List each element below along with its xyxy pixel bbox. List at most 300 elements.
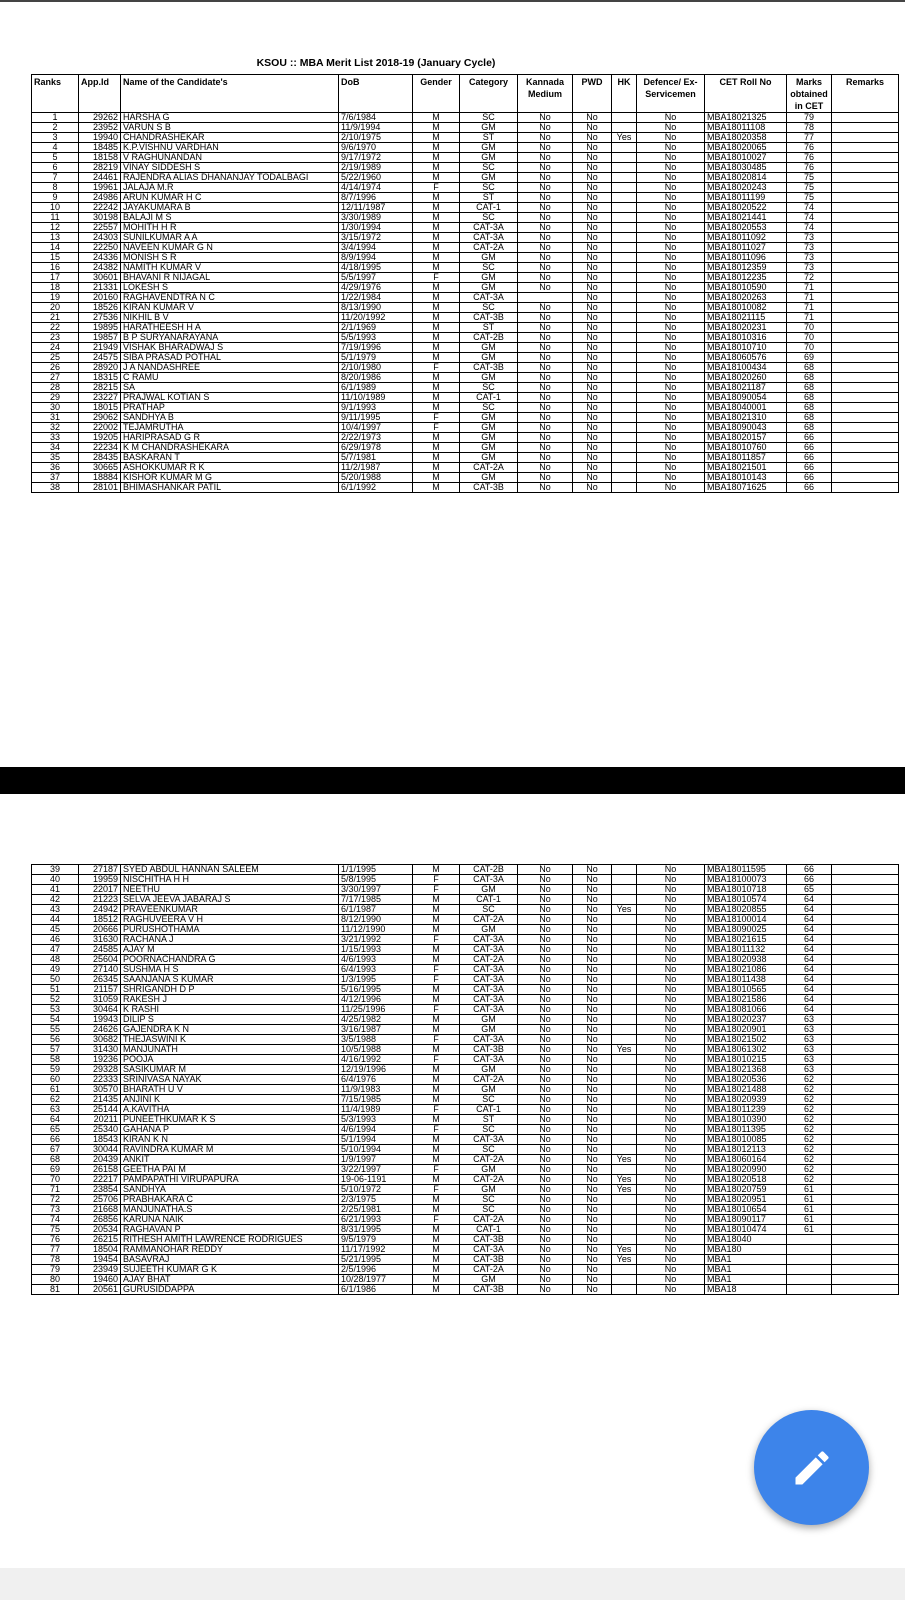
- cell-kannada-medium: No: [518, 1045, 573, 1055]
- cell-gender: M: [413, 213, 460, 223]
- cell-cet-roll: MBA18011132: [705, 945, 787, 955]
- cell-defence: No: [637, 303, 705, 313]
- cell-category: CAT-3A: [460, 935, 518, 945]
- cell-marks: 74: [787, 223, 832, 233]
- cell-cet-roll: MBA18020814: [705, 173, 787, 183]
- cell-name: SIBA PRASAD POTHAL: [121, 353, 339, 363]
- cell-cet-roll: MBA18020518: [705, 1175, 787, 1185]
- cell-dob: 9/6/1970: [339, 143, 413, 153]
- cell-hk: [612, 1135, 637, 1145]
- cell-pwd: No: [573, 203, 612, 213]
- cell-category: ST: [460, 1115, 518, 1125]
- cell-kannada-medium: No: [518, 1025, 573, 1035]
- cell-rank: 77: [32, 1245, 79, 1255]
- cell-remarks: [832, 1115, 899, 1125]
- cell-pwd: No: [573, 1135, 612, 1145]
- cell-defence: No: [637, 1015, 705, 1025]
- cell-defence: No: [637, 413, 705, 423]
- cell-cet-roll: MBA18012235: [705, 273, 787, 283]
- cell-kannada-medium: No: [518, 1085, 573, 1095]
- cell-dob: 1/15/1993: [339, 945, 413, 955]
- cell-rank: 26: [32, 363, 79, 373]
- cell-app-id: 30570: [79, 1085, 121, 1095]
- cell-gender: M: [413, 143, 460, 153]
- cell-hk: [612, 1125, 637, 1135]
- cell-rank: 59: [32, 1065, 79, 1075]
- cell-defence: No: [637, 1095, 705, 1105]
- cell-pwd: No: [573, 975, 612, 985]
- cell-remarks: [832, 353, 899, 363]
- cell-app-id: 22217: [79, 1175, 121, 1185]
- cell-cet-roll: MBA18011108: [705, 123, 787, 133]
- cell-category: CAT-1: [460, 895, 518, 905]
- cell-category: GM: [460, 353, 518, 363]
- table-row: [32, 975, 899, 985]
- cell-marks: 71: [787, 293, 832, 303]
- cell-name: KARUNA NAIK: [121, 1215, 339, 1225]
- cell-remarks: [832, 935, 899, 945]
- cell-gender: F: [413, 413, 460, 423]
- cell-dob: 11/25/1996: [339, 1005, 413, 1015]
- cell-rank: 81: [32, 1285, 79, 1295]
- cell-cet-roll: MBA18011395: [705, 1125, 787, 1135]
- cell-hk: [612, 1105, 637, 1115]
- cell-rank: 64: [32, 1115, 79, 1125]
- cell-kannada-medium: No: [518, 413, 573, 423]
- cell-rank: 39: [32, 865, 79, 875]
- cell-pwd: No: [573, 905, 612, 915]
- cell-rank: 50: [32, 975, 79, 985]
- cell-hk: [612, 413, 637, 423]
- cell-dob: 5/1/1979: [339, 353, 413, 363]
- cell-category: CAT-3A: [460, 1035, 518, 1045]
- cell-dob: 2/3/1975: [339, 1195, 413, 1205]
- table-row: [32, 1165, 899, 1175]
- cell-rank: 44: [32, 915, 79, 925]
- cell-gender: M: [413, 905, 460, 915]
- cell-name: ASHOKKUMAR R K: [121, 463, 339, 473]
- cell-dob: 5/3/1993: [339, 1115, 413, 1125]
- header-cet-roll: CET Roll No: [705, 75, 787, 113]
- header-category: Category: [460, 75, 518, 113]
- cell-dob: 7/17/1985: [339, 895, 413, 905]
- cell-cet-roll: MBA1: [705, 1275, 787, 1285]
- cell-rank: 65: [32, 1125, 79, 1135]
- cell-defence: No: [637, 483, 705, 493]
- cell-dob: 1/3/1995: [339, 975, 413, 985]
- cell-dob: 9/1/1993: [339, 403, 413, 413]
- header-hk: HK: [612, 75, 637, 113]
- table-row: [32, 1125, 899, 1135]
- cell-gender: F: [413, 1185, 460, 1195]
- cell-marks: 62: [787, 1155, 832, 1165]
- cell-app-id: 21668: [79, 1205, 121, 1215]
- cell-hk: [612, 273, 637, 283]
- cell-app-id: 24336: [79, 253, 121, 263]
- cell-cet-roll: MBA18020938: [705, 955, 787, 965]
- cell-remarks: [832, 1095, 899, 1105]
- cell-category: SC: [460, 403, 518, 413]
- cell-name: JALAJA M.R: [121, 183, 339, 193]
- cell-defence: No: [637, 935, 705, 945]
- cell-gender: M: [413, 1155, 460, 1165]
- cell-kannada-medium: No: [518, 303, 573, 313]
- cell-pwd: No: [573, 323, 612, 333]
- cell-defence: No: [637, 393, 705, 403]
- cell-category: CAT-3A: [460, 875, 518, 885]
- cell-app-id: 27187: [79, 865, 121, 875]
- cell-cet-roll: MBA18020263: [705, 293, 787, 303]
- cell-marks: 62: [787, 1095, 832, 1105]
- cell-pwd: No: [573, 283, 612, 293]
- cell-cet-roll: MBA18010590: [705, 283, 787, 293]
- cell-hk: [612, 1035, 637, 1045]
- cell-remarks: [832, 143, 899, 153]
- table-row: [32, 273, 899, 283]
- table-row: [32, 443, 899, 453]
- cell-pwd: No: [573, 1085, 612, 1095]
- cell-marks: 64: [787, 925, 832, 935]
- cell-app-id: 18504: [79, 1245, 121, 1255]
- cell-defence: No: [637, 1065, 705, 1075]
- cell-dob: 11/20/1992: [339, 313, 413, 323]
- cell-rank: 24: [32, 343, 79, 353]
- cell-rank: 76: [32, 1235, 79, 1245]
- cell-kannada-medium: No: [518, 945, 573, 955]
- cell-defence: No: [637, 443, 705, 453]
- table-row: [32, 283, 899, 293]
- cell-cet-roll: MBA18020157: [705, 433, 787, 443]
- cell-cet-roll: MBA18012359: [705, 263, 787, 273]
- cell-cet-roll: MBA18010474: [705, 1225, 787, 1235]
- cell-pwd: No: [573, 1265, 612, 1275]
- cell-pwd: No: [573, 885, 612, 895]
- cell-marks: 61: [787, 1225, 832, 1235]
- cell-cet-roll: MBA18020522: [705, 203, 787, 213]
- cell-name: B P SURYANARAYANA: [121, 333, 339, 343]
- cell-name: MANJUNATHA.S: [121, 1205, 339, 1215]
- cell-category: CAT-3A: [460, 1135, 518, 1145]
- cell-name: MANJUNATH: [121, 1045, 339, 1055]
- cell-app-id: 26345: [79, 975, 121, 985]
- cell-app-id: 24626: [79, 1025, 121, 1035]
- cell-gender: F: [413, 1055, 460, 1065]
- cell-category: CAT-3A: [460, 985, 518, 995]
- table-row: [32, 1075, 899, 1085]
- cell-app-id: 21157: [79, 985, 121, 995]
- cell-dob: 4/18/1995: [339, 263, 413, 273]
- table-row: [32, 343, 899, 353]
- table-row: [32, 213, 899, 223]
- cell-name: NAMITH KUMAR V: [121, 263, 339, 273]
- cell-gender: M: [413, 1045, 460, 1055]
- cell-rank: 4: [32, 143, 79, 153]
- table-row: [32, 1055, 899, 1065]
- cell-marks: 73: [787, 263, 832, 273]
- cell-rank: 27: [32, 373, 79, 383]
- cell-app-id: 27140: [79, 965, 121, 975]
- cell-category: CAT-3A: [460, 975, 518, 985]
- cell-app-id: 29262: [79, 113, 121, 123]
- cell-marks: [787, 1265, 832, 1275]
- cell-remarks: [832, 303, 899, 313]
- cell-rank: 31: [32, 413, 79, 423]
- cell-gender: M: [413, 463, 460, 473]
- cell-pwd: No: [573, 1065, 612, 1075]
- cell-app-id: 26215: [79, 1235, 121, 1245]
- cell-dob: 8/12/1990: [339, 915, 413, 925]
- cell-dob: 2/22/1973: [339, 433, 413, 443]
- cell-category: SC: [460, 1095, 518, 1105]
- cell-name: HARIPRASAD G R: [121, 433, 339, 443]
- cell-pwd: No: [573, 413, 612, 423]
- cell-remarks: [832, 233, 899, 243]
- table-row: [32, 313, 899, 323]
- cell-dob: 11/17/1992: [339, 1245, 413, 1255]
- cell-remarks: [832, 323, 899, 333]
- cell-name: GAHANA P: [121, 1125, 339, 1135]
- cell-category: GM: [460, 143, 518, 153]
- cell-pwd: No: [573, 935, 612, 945]
- cell-marks: 66: [787, 463, 832, 473]
- cell-rank: 48: [32, 955, 79, 965]
- cell-name: VARUN S B: [121, 123, 339, 133]
- pencil-edit-icon: [790, 1446, 834, 1490]
- cell-name: PRABHAKARA C: [121, 1195, 339, 1205]
- cell-marks: 71: [787, 303, 832, 313]
- cell-rank: 52: [32, 995, 79, 1005]
- cell-pwd: No: [573, 313, 612, 323]
- cell-hk: [612, 253, 637, 263]
- cell-hk: Yes: [612, 1185, 637, 1195]
- cell-hk: Yes: [612, 1255, 637, 1265]
- cell-defence: No: [637, 153, 705, 163]
- cell-gender: F: [413, 363, 460, 373]
- table-row: [32, 193, 899, 203]
- cell-name: RAKESH J: [121, 995, 339, 1005]
- cell-marks: 76: [787, 163, 832, 173]
- cell-name: BHIMASHANKAR PATIL: [121, 483, 339, 493]
- cell-dob: 5/21/1995: [339, 1255, 413, 1265]
- cell-pwd: No: [573, 1005, 612, 1015]
- cell-name: SUNILKUMAR A A: [121, 233, 339, 243]
- cell-dob: 4/25/1982: [339, 1015, 413, 1025]
- cell-remarks: [832, 1265, 899, 1275]
- cell-hk: [612, 123, 637, 133]
- cell-cet-roll: MBA18011092: [705, 233, 787, 243]
- cell-gender: F: [413, 1105, 460, 1115]
- cell-gender: M: [413, 1175, 460, 1185]
- cell-gender: M: [413, 323, 460, 333]
- cell-gender: M: [413, 865, 460, 875]
- cell-remarks: [832, 253, 899, 263]
- cell-cet-roll: MBA18010082: [705, 303, 787, 313]
- cell-gender: F: [413, 1165, 460, 1175]
- cell-app-id: 22242: [79, 203, 121, 213]
- cell-category: CAT-3A: [460, 1245, 518, 1255]
- cell-pwd: No: [573, 915, 612, 925]
- cell-rank: 46: [32, 935, 79, 945]
- cell-hk: Yes: [612, 133, 637, 143]
- cell-dob: 5/7/1981: [339, 453, 413, 463]
- cell-hk: [612, 173, 637, 183]
- cell-dob: 6/1/1992: [339, 483, 413, 493]
- cell-defence: No: [637, 293, 705, 303]
- cell-pwd: No: [573, 303, 612, 313]
- cell-hk: [612, 975, 637, 985]
- cell-remarks: [832, 1085, 899, 1095]
- cell-kannada-medium: No: [518, 343, 573, 353]
- cell-defence: No: [637, 885, 705, 895]
- cell-name: RAGHAVENDTRA N C: [121, 293, 339, 303]
- cell-category: CAT-2A: [460, 955, 518, 965]
- cell-dob: 5/22/1960: [339, 173, 413, 183]
- cell-pwd: No: [573, 895, 612, 905]
- cell-pwd: No: [573, 1115, 612, 1125]
- cell-category: CAT-1: [460, 1225, 518, 1235]
- header-rank: Ranks: [32, 75, 79, 113]
- table-row: [32, 123, 899, 133]
- cell-name: KIRAN KUMAR V: [121, 303, 339, 313]
- cell-category: ST: [460, 193, 518, 203]
- cell-marks: [787, 1275, 832, 1285]
- cell-app-id: 20561: [79, 1285, 121, 1295]
- cell-kannada-medium: No: [518, 273, 573, 283]
- cell-remarks: [832, 403, 899, 413]
- cell-name: POORNACHANDRA G: [121, 955, 339, 965]
- cell-defence: No: [637, 1245, 705, 1255]
- cell-gender: M: [413, 895, 460, 905]
- cell-name: KIRAN K N: [121, 1135, 339, 1145]
- cell-gender: F: [413, 423, 460, 433]
- cell-app-id: 19454: [79, 1255, 121, 1265]
- cell-kannada-medium: No: [518, 1035, 573, 1045]
- cell-defence: No: [637, 213, 705, 223]
- cell-rank: 63: [32, 1105, 79, 1115]
- cell-rank: 75: [32, 1225, 79, 1235]
- table-row: [32, 163, 899, 173]
- cell-pwd: No: [573, 1075, 612, 1085]
- cell-defence: No: [637, 895, 705, 905]
- cell-hk: [612, 1065, 637, 1075]
- cell-category: GM: [460, 1275, 518, 1285]
- cell-cet-roll: MBA18100434: [705, 363, 787, 373]
- cell-kannada-medium: No: [518, 163, 573, 173]
- cell-kannada-medium: No: [518, 333, 573, 343]
- cell-rank: 78: [32, 1255, 79, 1265]
- cell-kannada-medium: No: [518, 965, 573, 975]
- cell-kannada-medium: No: [518, 1095, 573, 1105]
- cell-gender: M: [413, 1095, 460, 1105]
- cell-gender: M: [413, 453, 460, 463]
- cell-pwd: No: [573, 423, 612, 433]
- cell-hk: [612, 885, 637, 895]
- cell-rank: 25: [32, 353, 79, 363]
- cell-kannada-medium: No: [518, 213, 573, 223]
- cell-remarks: [832, 1195, 899, 1205]
- table-row: [32, 353, 899, 363]
- cell-hk: [612, 995, 637, 1005]
- cell-app-id: 19205: [79, 433, 121, 443]
- cell-hk: [612, 1075, 637, 1085]
- cell-marks: 66: [787, 473, 832, 483]
- cell-defence: No: [637, 1195, 705, 1205]
- cell-category: SC: [460, 263, 518, 273]
- cell-kannada-medium: No: [518, 865, 573, 875]
- cell-dob: 7/15/1985: [339, 1095, 413, 1105]
- cell-remarks: [832, 895, 899, 905]
- cell-remarks: [832, 1025, 899, 1035]
- cell-gender: M: [413, 193, 460, 203]
- cell-defence: No: [637, 1125, 705, 1135]
- cell-pwd: No: [573, 483, 612, 493]
- cell-name: GEETHA PAI M: [121, 1165, 339, 1175]
- cell-remarks: [832, 1105, 899, 1115]
- cell-rank: 13: [32, 233, 79, 243]
- cell-cet-roll: MBA18010760: [705, 443, 787, 453]
- cell-gender: M: [413, 163, 460, 173]
- cell-kannada-medium: No: [518, 1105, 573, 1115]
- cell-app-id: 22557: [79, 223, 121, 233]
- cell-marks: 62: [787, 1165, 832, 1175]
- table-row: [32, 223, 899, 233]
- cell-cet-roll: MBA18011438: [705, 975, 787, 985]
- cell-name: MOHITH H R: [121, 223, 339, 233]
- cell-marks: 77: [787, 133, 832, 143]
- cell-hk: [612, 1145, 637, 1155]
- cell-hk: [612, 945, 637, 955]
- table-row: [32, 453, 899, 463]
- cell-defence: No: [637, 403, 705, 413]
- cell-pwd: No: [573, 253, 612, 263]
- cell-category: CAT-3A: [460, 945, 518, 955]
- cell-remarks: [832, 123, 899, 133]
- cell-marks: 64: [787, 955, 832, 965]
- cell-category: GM: [460, 885, 518, 895]
- cell-hk: [612, 323, 637, 333]
- cell-hk: [612, 1215, 637, 1225]
- cell-hk: [612, 363, 637, 373]
- cell-marks: 68: [787, 403, 832, 413]
- cell-dob: 8/13/1990: [339, 303, 413, 313]
- cell-remarks: [832, 293, 899, 303]
- cell-defence: No: [637, 875, 705, 885]
- cell-category: GM: [460, 433, 518, 443]
- cell-pwd: No: [573, 373, 612, 383]
- cell-marks: 74: [787, 213, 832, 223]
- cell-cet-roll: MBA18021368: [705, 1065, 787, 1075]
- cell-kannada-medium: No: [518, 1225, 573, 1235]
- cell-cet-roll: MBA18100014: [705, 915, 787, 925]
- cell-category: ST: [460, 323, 518, 333]
- cell-kannada-medium: No: [518, 1275, 573, 1285]
- cell-name: ANJINI K: [121, 1095, 339, 1105]
- cell-hk: [612, 1095, 637, 1105]
- cell-name: NEETHU: [121, 885, 339, 895]
- cell-pwd: No: [573, 995, 612, 1005]
- cell-name: JAYAKUMARA B: [121, 203, 339, 213]
- table-row: [32, 463, 899, 473]
- cell-defence: No: [637, 925, 705, 935]
- edit-fab-button[interactable]: [754, 1410, 869, 1525]
- cell-cet-roll: MBA18020231: [705, 323, 787, 333]
- cell-marks: 66: [787, 443, 832, 453]
- cell-gender: M: [413, 403, 460, 413]
- cell-kannada-medium: No: [518, 995, 573, 1005]
- cell-name: RAVINDRA KUMAR M: [121, 1145, 339, 1155]
- cell-kannada-medium: No: [518, 403, 573, 413]
- cell-hk: [612, 403, 637, 413]
